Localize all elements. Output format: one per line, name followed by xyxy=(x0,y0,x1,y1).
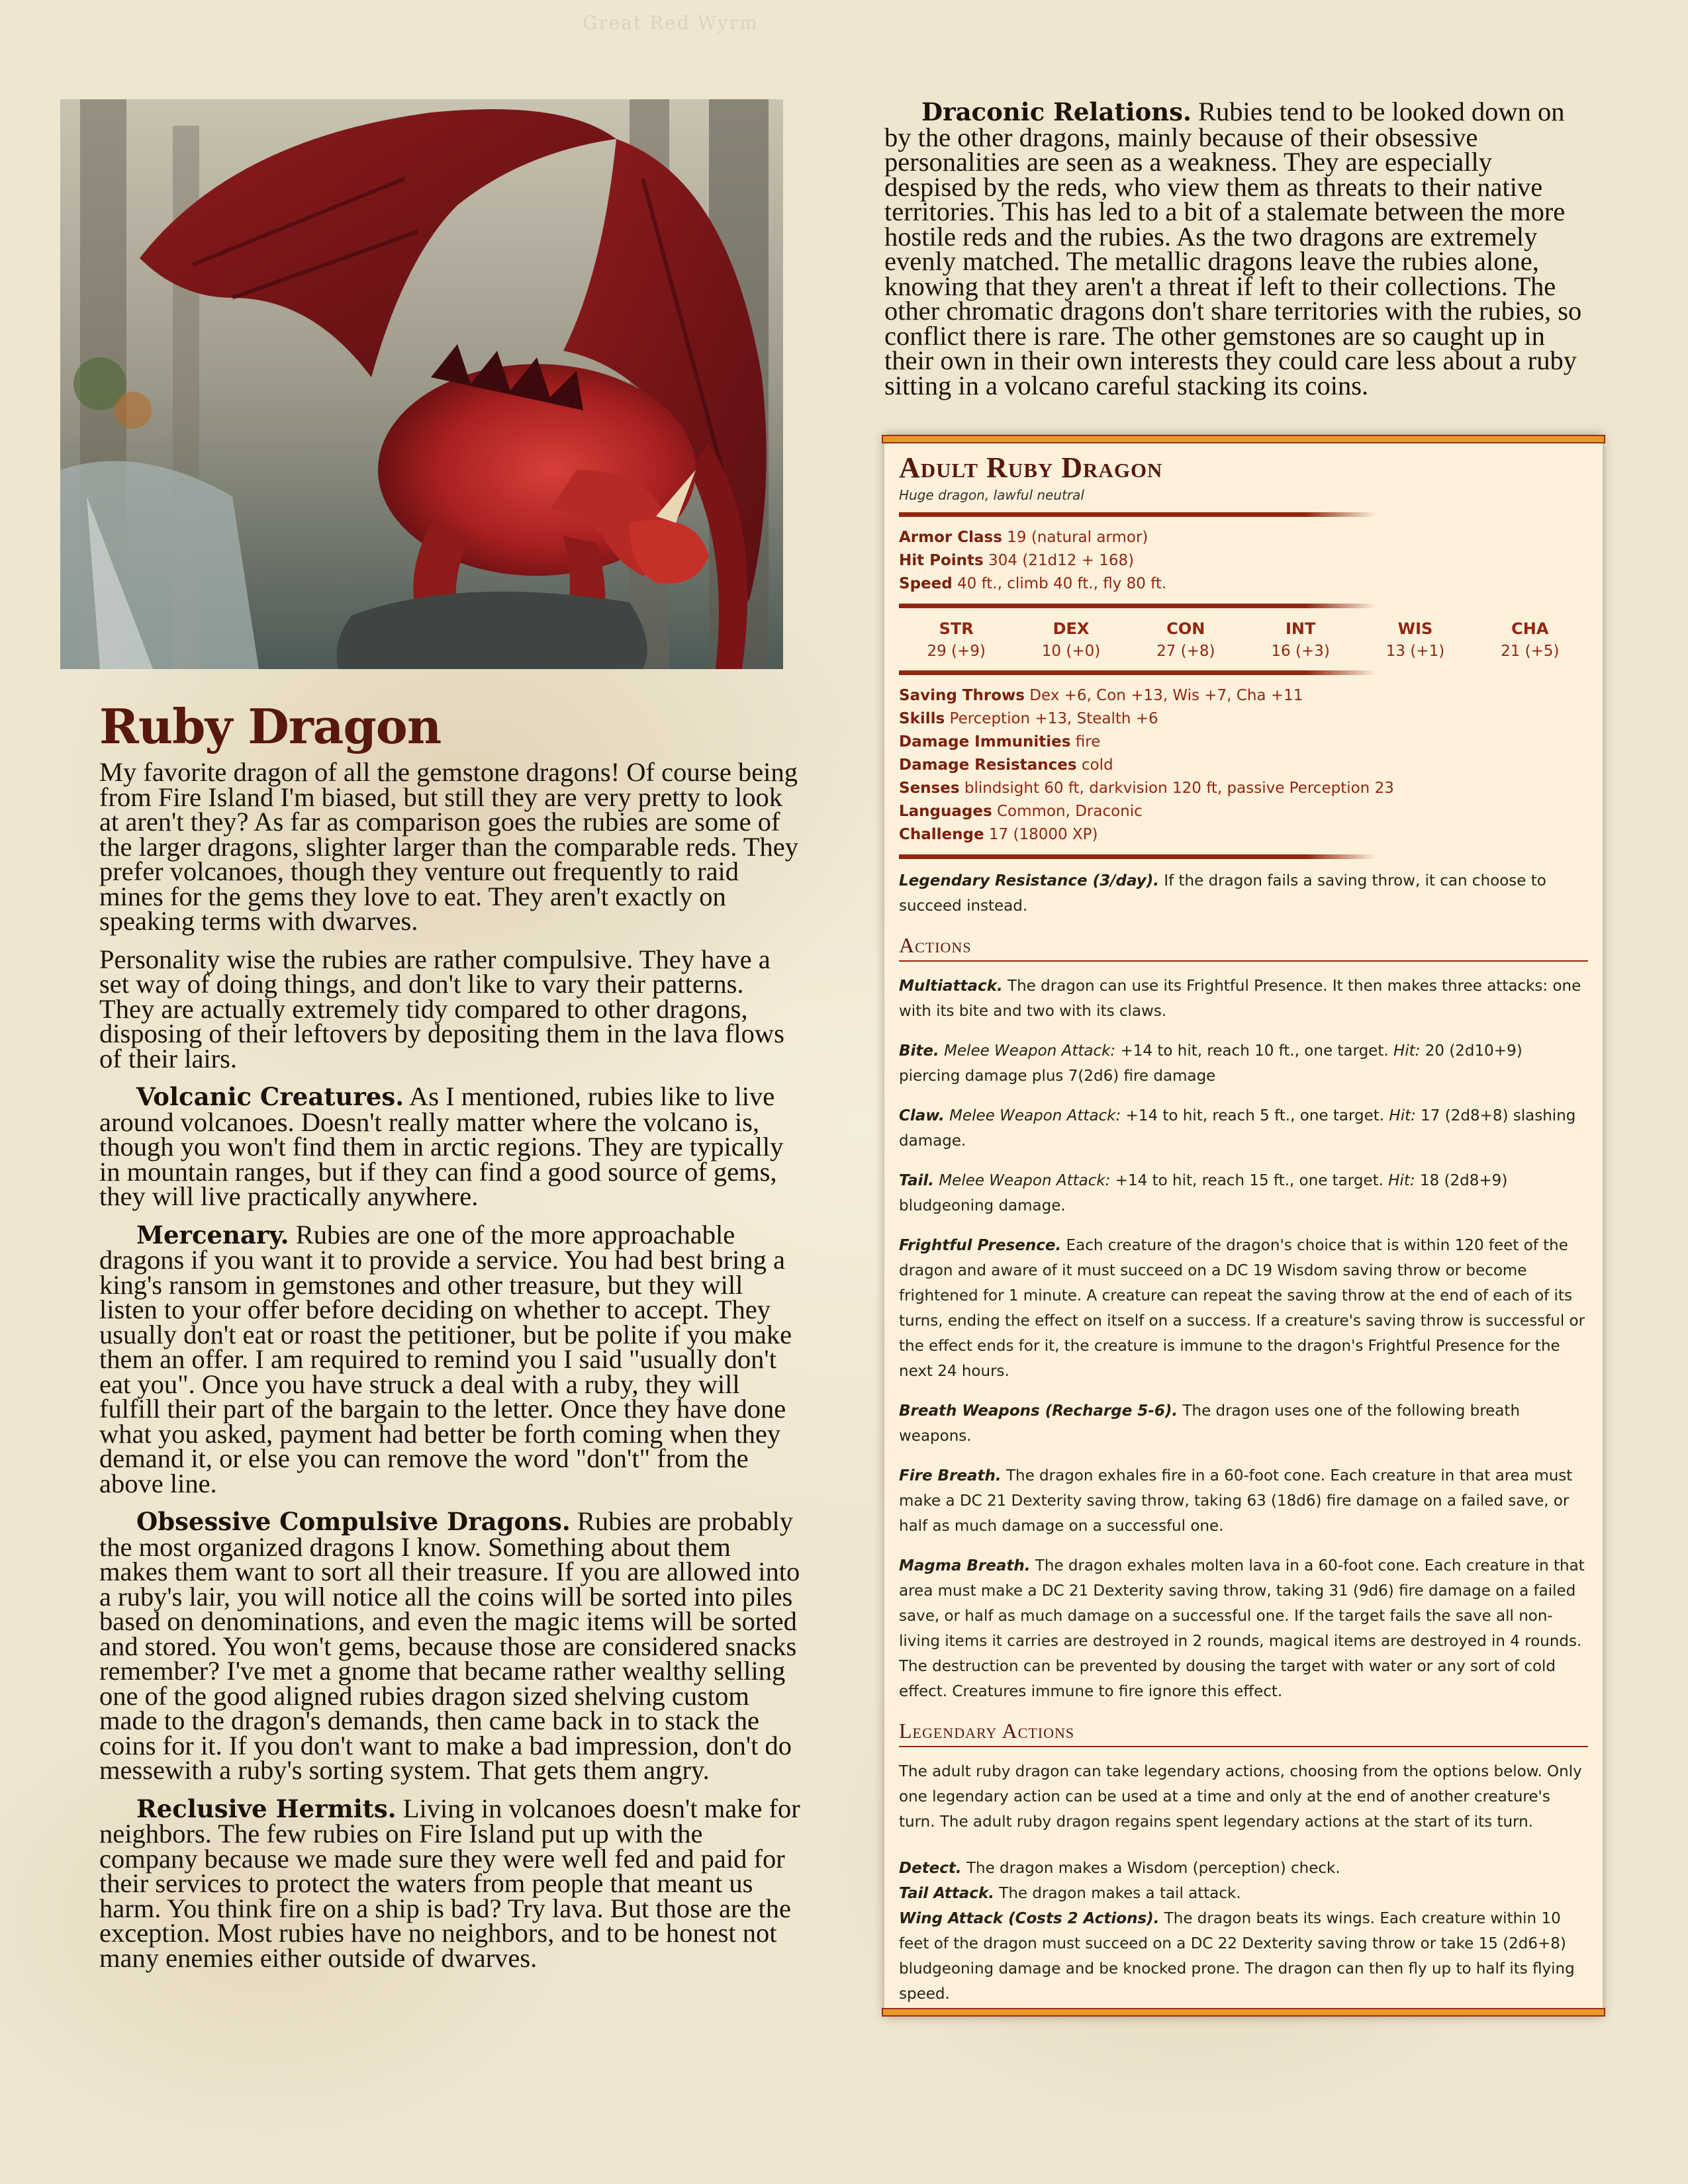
wing-attack-legendary-action: Wing Attack (Costs 2 Actions). The dragon beats its wings. Each creature within 10 feet of the dragon must succeed on a DC 22 Dexterity saving throw or take 15 (2d6+8) bludgeoning damage and be knocked prone. The dragon can then fly up to half its flying speed. xyxy=(899,1910,1575,2003)
actions-heading: Actions xyxy=(899,933,1588,962)
right-column xyxy=(884,99,1589,411)
damage-resistances-value: cold xyxy=(1076,756,1113,774)
challenge-label: Challenge xyxy=(899,826,984,843)
draconic-relations-heading: Draconic Relations. xyxy=(921,97,1192,126)
challenge-value: 17 (18000 XP) xyxy=(984,826,1098,843)
ability-scores xyxy=(899,617,1587,662)
volcanic-creatures-heading: Volcanic Creatures. xyxy=(136,1082,404,1111)
languages-value: Common, Draconic xyxy=(992,803,1143,820)
armor-class-value: 19 (natural armor) xyxy=(1002,529,1149,546)
speed-line xyxy=(899,572,1588,596)
damage-immunities-value: fire xyxy=(1070,733,1101,751)
multiattack-action: Multiattack. The dragon can use its Frightful Presence. It then makes three attacks: one with its bite and two with its claws. xyxy=(899,978,1581,1020)
reclusive-text: Living in volcanoes doesn't make for neighbors. The few rubies on Fire Island put up with the company because we made sure they were well fed and paid for their services to protect the waters from people that meant us harm. You think fire on a ship is bad? Try lava. But those are the exception. Most rubies have no neighbors, and to be honest not many enemies either outside of dwarves. xyxy=(99,1793,800,1973)
tail-attack-legendary-action: Tail Attack. The dragon makes a tail attack. xyxy=(899,1885,1241,1902)
damage-resistances-label: Damage Resistances xyxy=(899,756,1077,774)
obsessive-paragraph xyxy=(99,1506,801,1785)
ability-dex: DEX 10 (+0) xyxy=(1041,619,1101,660)
legendary-actions-intro: The adult ruby dragon can take legendary actions, choosing from the options below. Only one legendary action can be used at a time and only at the end of another creature's turn. The adult ruby dragon regains spent legendary actions at the start of its turn. xyxy=(899,1763,1582,1831)
speed-label: Speed xyxy=(899,575,953,592)
monster-type: Huge dragon, lawful neutral xyxy=(899,487,1084,503)
senses-value: blindsight 60 ft, darkvision 120 ft, passive Perception 23 xyxy=(959,780,1394,797)
breath-weapons-action: Breath Weapons (Recharge 5-6). The dragon uses one of the following breath weapons. xyxy=(899,1402,1521,1445)
hit-points-line xyxy=(899,549,1588,572)
mercenary-paragraph xyxy=(99,1219,801,1498)
languages-label: Languages xyxy=(899,803,992,820)
frightful-presence-action: Frightful Presence. Each creature of the dragon's choice that is within 120 feet of the dragon and aware of it must succeed on a DC 19 Wisdom saving throw or become frightened for 1 minute. A creature can repeat the saving throw at the end of each of its turns, ending the effect on itself on a success. If a creature's saving throw is successful or the effect ends for it, the creature is immune to the dragon's Frightful Presence for the next 24 hours. xyxy=(899,1237,1585,1380)
hit-points-label: Hit Points xyxy=(899,552,984,569)
obsessive-text: Rubies are probably the most organized dragons I know. Something about them makes them want to sort all their treasure. If you are allowed into a ruby's lair, you will notice all the coins will be sorted into piles based on denominations, and even the magic items will be sorted and stored. You won't gems, because those are considered snacks remember? I've met a gnome that became rather wealthy selling one of the good aligned rubies dragon sized shelving custom made to the dragon's demands, then came back in to stack the coins for it. If you don't want to make a bad impression, don't do messewith a ruby's sorting system. That gets them angry. xyxy=(99,1506,800,1785)
senses-line xyxy=(899,777,1588,800)
ability-wis: WIS 13 (+1) xyxy=(1385,619,1445,660)
page-title: Ruby Dragon xyxy=(99,698,442,754)
divider xyxy=(899,670,1377,675)
damage-immunities-label: Damage Immunities xyxy=(899,733,1071,751)
dragon-illustration xyxy=(60,99,783,669)
speed-value: 40 ft., climb 40 ft., fly 80 ft. xyxy=(952,575,1167,592)
saving-throws-label: Saving Throws xyxy=(899,687,1025,704)
claw-action: Claw. Melee Weapon Attack: +14 to hit, reach 5 ft., one target. Hit: 17 (2d8+8) slashing damage. xyxy=(899,1107,1576,1150)
obsessive-heading: Obsessive Compulsive Dragons. xyxy=(136,1507,571,1536)
tail-action: Tail. Melee Weapon Attack: +14 to hit, reach 15 ft., one target. Hit: 18 (2d8+9) bludgeoning damage. xyxy=(899,1172,1508,1214)
monster-name: Adult Ruby Dragon xyxy=(899,451,1163,484)
personality-paragraph: Personality wise the rubies are rather compulsive. They have a set way of doing things, and don't like to vary their patterns. They are actually extremely tidy compared to other dragons, disposing of their leftovers by depositing them in the lava flows of their lairs. xyxy=(99,944,784,1073)
legendary-actions-heading: Legendary Actions xyxy=(899,1719,1588,1747)
legendary-resistance-trait: Legendary Resistance (3/day). If the dragon fails a saving throw, it can choose to succeed instead. xyxy=(899,872,1546,915)
hit-points-value: 304 (21d12 + 168) xyxy=(983,552,1135,569)
page-watermark: Great Red Wyrm xyxy=(583,12,759,34)
divider xyxy=(899,604,1377,608)
volcanic-creatures-text: As I mentioned, rubies like to live around volcanoes. Doesn't really matter where the volcano is, though you won't find them in arctic regions. They are typically in mountain ranges, but if they can find a good source of gems, they will live practically anywhere. xyxy=(99,1081,784,1211)
skills-label: Skills xyxy=(899,710,945,727)
ability-int: INT 16 (+3) xyxy=(1271,619,1330,660)
draconic-relations-text: Rubies tend to be looked down on by the other dragons, mainly because of their obsessive personalities are seen as a weakness. They are especially despised by the reds, who view them as threats to their native territories. This has led to a bit of a stalemate between the more hostile reds and the rubies. As the two dragons are extremely evenly matched. The metallic dragons leave the rubies alone, knowing that they aren't a threat if left to their collections. The other chromatic dragons don't share territories with the rubies, so conflict there is rare. The other gemstones are so caught up in their own in their own interests they could care less about a ruby sitting in a volcano careful stacking its coins. xyxy=(884,97,1582,400)
divider xyxy=(899,854,1377,859)
ability-con: CON 27 (+8) xyxy=(1156,619,1215,660)
mercenary-text: Rubies are one of the more approachable dragons if you want it to provide a service. You had best bring a king's ransom in gemstones and other treasure, but they will listen to your offer before deciding on whether to accept. They usually don't eat or roast the petitioner, but be polite if you make them an offer. I am required to remind you I said "usually don't eat you". Once you have struck a deal with a ruby, they will fulfill their part of the bargain to the letter. Once they have done what you asked, payment had better be forth coming when they demand it, or else you can remove the word "don't" from the above line. xyxy=(99,1219,792,1498)
mercenary-heading: Mercenary. xyxy=(136,1220,289,1250)
draconic-relations-paragraph xyxy=(884,99,1589,398)
stat-block-top-bar xyxy=(882,435,1605,443)
left-column xyxy=(99,757,801,1983)
dragon-artwork xyxy=(60,99,783,669)
fire-breath-action: Fire Breath. The dragon exhales fire in a 60-foot cone. Each creature in that area must make a DC 21 Dexterity saving throw, taking 63 (18d6) fire damage on a failed save, or half as much damage on a successful one. xyxy=(899,1467,1573,1535)
reclusive-paragraph xyxy=(99,1793,801,1973)
ability-cha: CHA 21 (+5) xyxy=(1501,619,1560,660)
damage-resistances-line xyxy=(899,754,1588,777)
stat-block-content xyxy=(899,451,1588,2007)
divider xyxy=(899,512,1377,517)
damage-immunities-line xyxy=(899,731,1588,754)
senses-label: Senses xyxy=(899,780,960,797)
detect-legendary-action: Detect. The dragon makes a Wisdom (perception) check. xyxy=(899,1860,1340,1877)
stat-block-bottom-bar xyxy=(882,2008,1605,2017)
ability-str: STR 29 (+9) xyxy=(927,619,986,660)
intro-paragraph: My favorite dragon of all the gemstone dragons! Of course being from Fire Island I'm biased, but still they are very pretty to look at aren't they? As far as comparison goes the rubies are some of the larger dragons, slighter larger than the comparable reds. They prefer volcanoes, though they venture out frequently to raid mines for the gems they love to eat. They aren't exactly on speaking terms with dwarves. xyxy=(99,757,799,936)
magma-breath-action: Magma Breath. The dragon exhales molten lava in a 60-foot cone. Each creature in that area must make a DC 21 Dexterity saving throw, taking 31 (9d6) fire damage on a failed save, or half as much damage on a successful one. If the target fails the save all non-living items it carries are destroyed in 2 rounds, magical items are destroyed in 4 rounds. The destruction can be prevented by dousing the target with water or any sort of cold effect. Creatures immune to fire ignore this effect. xyxy=(899,1557,1585,1700)
volcanic-creatures-paragraph xyxy=(99,1081,801,1211)
armor-class-label: Armor Class xyxy=(899,529,1002,546)
bite-action: Bite. Melee Weapon Attack: +14 to hit, reach 10 ft., one target. Hit: 20 (2d10+9) piercing damage plus 7(2d6) fire damage xyxy=(899,1042,1523,1085)
saving-throws-value: Dex +6, Con +13, Wis +7, Cha +11 xyxy=(1024,687,1303,704)
stat-block xyxy=(884,435,1603,2017)
reclusive-heading: Reclusive Hermits. xyxy=(136,1794,397,1823)
skills-line xyxy=(899,707,1588,731)
challenge-line xyxy=(899,823,1588,846)
saving-throws-line xyxy=(899,684,1588,707)
armor-class-line xyxy=(899,526,1588,549)
languages-line xyxy=(899,800,1588,823)
skills-value: Perception +13, Stealth +6 xyxy=(945,710,1158,727)
